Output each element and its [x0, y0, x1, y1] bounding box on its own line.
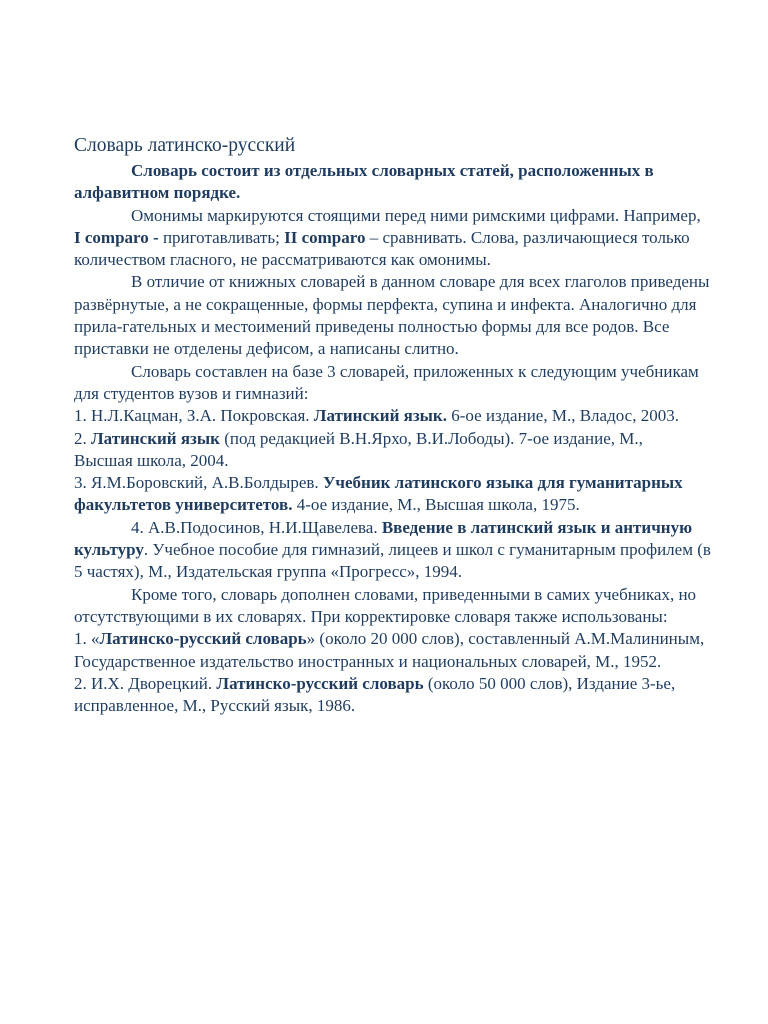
homonym-example-2: II comparo: [284, 227, 366, 247]
reference-item-1: [74, 405, 714, 427]
source-1-number: 1. «: [74, 629, 100, 649]
reference-2-title: Латинский язык: [91, 428, 220, 448]
source-1-title: Латинско-русский словарь: [99, 629, 307, 649]
reference-1-details: 6-ое издание, М., Владос, 2003.: [446, 406, 679, 426]
homonyms-intro: Омонимы маркируются стоящими перед ними римскими цифрами. Например,: [131, 205, 701, 225]
homonym-example-1: I comparo -: [74, 227, 159, 247]
paragraph-homonyms-example: [74, 227, 714, 272]
document-page: [74, 134, 714, 717]
source-2-details: (около 50 000 слов), Издание 3-ье, исправленное, М., Русский язык, 1986.: [74, 673, 676, 716]
paragraph-verb-forms: В отличие от книжных словарей в данном словаре для всех глаголов приведены развёрнутые, а не сокращенные, формы перфекта, супина и инфекта. Аналогично для прила-гательных и местоимений приведены полностью формы для все родов. Все приставки не отделены дефисом, а написаны слитно.: [74, 272, 710, 359]
source-item-2: [74, 673, 714, 718]
reference-2-details: (под редакцией В.Н.Ярхо, В.И.Лободы). 7-ое издание, М.,: [219, 428, 643, 448]
homonym-example-1-meaning: приготавливать;: [158, 227, 285, 247]
paragraph-homonyms: [74, 205, 714, 227]
reference-4-title: Введение в латинский язык и античную культуру: [74, 517, 693, 560]
paragraph-intro-text: Словарь состоит из отдельных словарных статей, расположенных в алфавитном порядке.: [74, 161, 654, 203]
reference-2-number: 2.: [74, 428, 91, 448]
paragraph-additional: Кроме того, словарь дополнен словами, приведенными в самих учебниках, но отсутствующими в их словарях. При корректировке словаря также использованы:: [74, 584, 697, 626]
reference-item-3: [74, 472, 714, 517]
reference-1-authors: 1. Н.Л.Кацман, З.А. Покровская.: [74, 406, 314, 426]
source-1-details: » (около 20 000 слов), составленный А.М.Малининым,: [306, 629, 705, 649]
paragraph-sources-intro: Словарь составлен на базе 3 словарей, приложенных к следующим учебникам для студентов вузов и гимназий:: [74, 361, 699, 403]
reference-3-authors: 3. Я.М.Боровский, А.В.Болдырев.: [74, 473, 323, 493]
source-item-1-publisher: Государственное издательство иностранных и национальных словарей, М., 1952.: [74, 651, 662, 671]
reference-4-details: . Учебное пособие для гимназий, лицеев и школ с гуманитарным профилем (в 5 частях), М., Издательская группа «Прогресс», 1994.: [74, 540, 711, 582]
source-2-authors: 2. И.Х. Дворецкий.: [74, 673, 217, 693]
paragraph-intro: [74, 160, 714, 205]
source-2-title: Латинско-русский словарь: [216, 673, 424, 693]
reference-item-2: [74, 428, 714, 450]
reference-4-authors: 4. А.В.Подосинов, Н.И.Щавелева.: [131, 517, 382, 537]
reference-item-4: [74, 517, 714, 584]
homonym-example-2-meaning: – сравнивать. Слова, различающиеся только количеством гласного, не рассматриваются как омонимы.: [74, 227, 690, 270]
reference-1-title: Латинский язык.: [313, 406, 447, 426]
reference-3-title: Учебник латинского языка для гуманитарных факультетов университетов.: [74, 473, 683, 515]
source-item-1: [74, 628, 714, 650]
reference-3-details: 4-ое издание, М., Высшая школа, 1975.: [292, 495, 580, 515]
document-title: Словарь латинско-русский: [74, 135, 296, 156]
reference-item-2-publisher: Высшая школа, 2004.: [74, 450, 229, 470]
